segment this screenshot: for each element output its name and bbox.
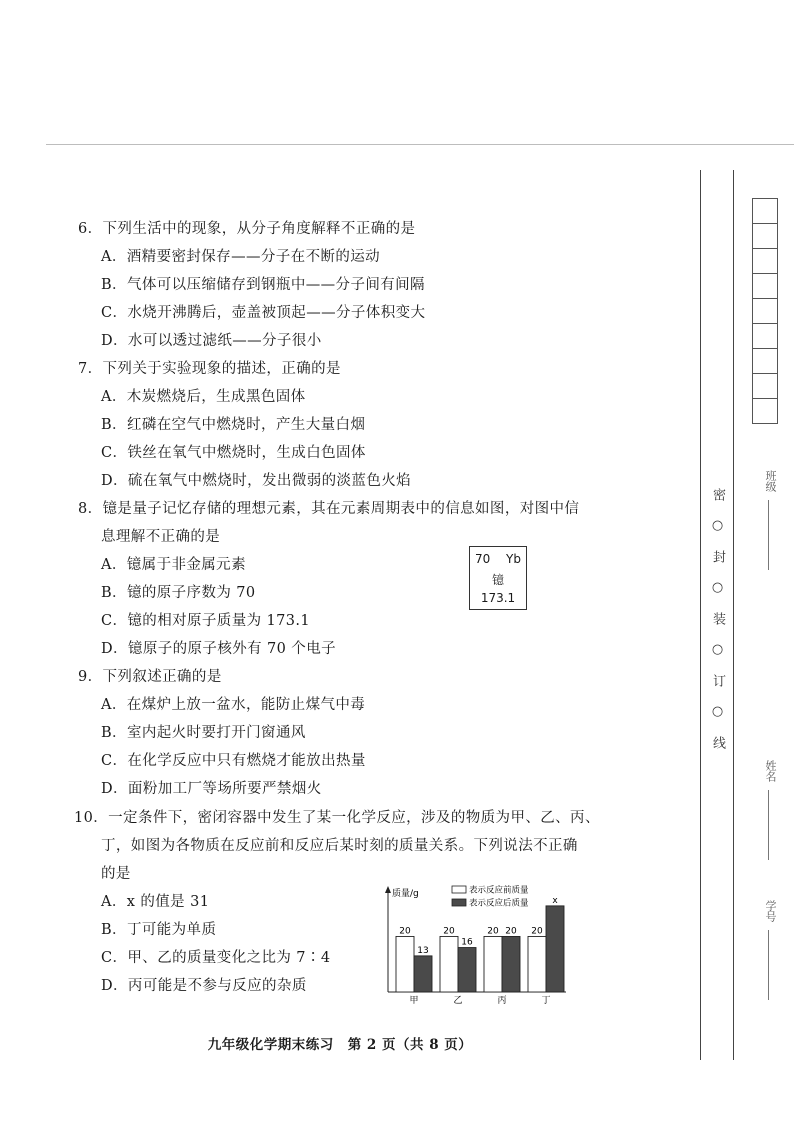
field-line-class: [768, 500, 769, 570]
binding-line-left: [700, 170, 701, 1060]
page-edge: [46, 144, 794, 145]
score-box: [752, 223, 778, 249]
option-b: B．红磷在空气中燃烧时，产生大量白烟: [101, 417, 366, 433]
option-b: B．镱的原子序数为 70: [101, 585, 256, 601]
data-label: 13: [417, 945, 429, 956]
legend-swatch-before: [452, 886, 466, 893]
bar-before-4: [528, 936, 546, 992]
option-a: A．在煤炉上放一盆水，能防止煤气中毒: [101, 697, 366, 713]
score-box: [752, 373, 778, 399]
question-title-line2: 丁，如图为各物质在反应前和反应后某时刻的质量关系。下列说法不正确: [101, 838, 578, 854]
option-b: B．室内起火时要打开门窗通风: [101, 725, 306, 741]
label-name: 姓名: [764, 760, 777, 782]
page-footer: 九年级化学期末练习 第 2 页（共 8 页）: [207, 1037, 473, 1053]
bar-after-2: [458, 948, 476, 992]
option-c: C．镱的相对原子质量为 173.1: [101, 613, 311, 629]
atomic-number: 70: [475, 552, 491, 566]
element-card-ytterbium: [469, 546, 527, 610]
score-box: [752, 298, 778, 324]
field-line-id: [768, 930, 769, 1000]
option-a: A．木炭燃烧后，生成黑色固体: [101, 389, 306, 405]
field-line-name: [768, 790, 769, 860]
score-box: [752, 398, 778, 424]
question-title: 6．下列生活中的现象，从分子角度解释不正确的是: [78, 221, 416, 237]
label-class: 班级: [764, 470, 777, 492]
data-label: 16: [461, 937, 473, 948]
option-d: D．面粉加工厂等场所要严禁烟火: [101, 781, 322, 797]
bar-before-2: [440, 936, 458, 992]
score-box: [752, 323, 778, 349]
score-box: [752, 248, 778, 274]
option-d: D．水可以透过滤纸——分子很小: [101, 333, 322, 349]
question-title: 9．下列叙述正确的是: [78, 669, 222, 685]
y-axis-arrow: [385, 886, 391, 893]
option-c: C．水烧开沸腾后，壶盖被顶起——分子体积变大: [101, 305, 426, 321]
mass-bar-chart: [370, 880, 570, 1008]
option-a: A．酒精要密封保存——分子在不断的运动: [101, 249, 381, 265]
option-c: C．在化学反应中只有燃烧才能放出热量: [101, 753, 366, 769]
y-axis-label: 质量/g: [392, 889, 419, 899]
option-d: D．镱原子的原子核外有 70 个电子: [101, 641, 336, 657]
option-b: B．气体可以压缩储存到钢瓶中——分子间有间隔: [101, 277, 425, 293]
option-a: A．镱属于非金属元素: [101, 557, 246, 573]
legend-label-before: 表示反应前质量: [469, 885, 529, 896]
data-label: 20: [399, 926, 411, 937]
bar-after-3: [502, 936, 520, 992]
bar-group: [396, 896, 564, 1006]
data-label: 20: [443, 926, 455, 937]
option-d: D．硫在氧气中燃烧时，发出微弱的淡蓝色火焰: [101, 473, 412, 489]
binding-cut-text: 密 ○ 封 ○ 装 ○ 订 ○ 线: [710, 488, 725, 751]
option-a: A．x 的值是 31: [101, 894, 210, 910]
score-boxes: [752, 198, 778, 423]
category-label: 乙: [453, 996, 463, 1006]
category-label: 丙: [497, 996, 507, 1006]
question-title-line1: 10．一定条件下，密闭容器中发生了某一化学反应，涉及的物质为甲、乙、丙、: [74, 810, 600, 826]
option-d: D．丙可能是不参与反应的杂质: [101, 978, 307, 994]
question-title-line3: 的是: [101, 866, 131, 882]
question-title-line1: 8．镱是量子记忆存储的理想元素，其在元素周期表中的信息如图，对图中信: [78, 501, 580, 517]
score-box: [752, 348, 778, 374]
data-label: 20: [505, 926, 517, 937]
option-c: C．甲、乙的质量变化之比为 7∶4: [101, 950, 331, 966]
bar-before-3: [484, 936, 502, 992]
data-label: 20: [487, 926, 499, 937]
data-label: 20: [531, 926, 543, 937]
bar-after-4: [546, 906, 564, 992]
element-symbol: Yb: [506, 552, 521, 566]
score-box: [752, 198, 778, 224]
legend-label-after: 表示反应后质量: [469, 898, 529, 909]
legend-swatch-after: [452, 899, 466, 906]
data-label: x: [552, 895, 558, 906]
binding-line-right: [733, 170, 734, 1060]
bar-before-1: [396, 936, 414, 992]
question-title: 7．下列关于实验现象的描述，正确的是: [78, 361, 341, 377]
category-label: 丁: [541, 996, 551, 1006]
atomic-mass: 173.1: [480, 591, 516, 605]
option-b: B．丁可能为单质: [101, 922, 217, 938]
question-title-line2: 息理解不正确的是: [101, 529, 221, 545]
label-id: 学号: [764, 900, 777, 922]
element-name: 镱: [491, 573, 504, 587]
bar-after-1: [414, 956, 432, 992]
category-label: 甲: [409, 996, 419, 1006]
option-c: C．铁丝在氧气中燃烧时，生成白色固体: [101, 445, 366, 461]
score-box: [752, 273, 778, 299]
